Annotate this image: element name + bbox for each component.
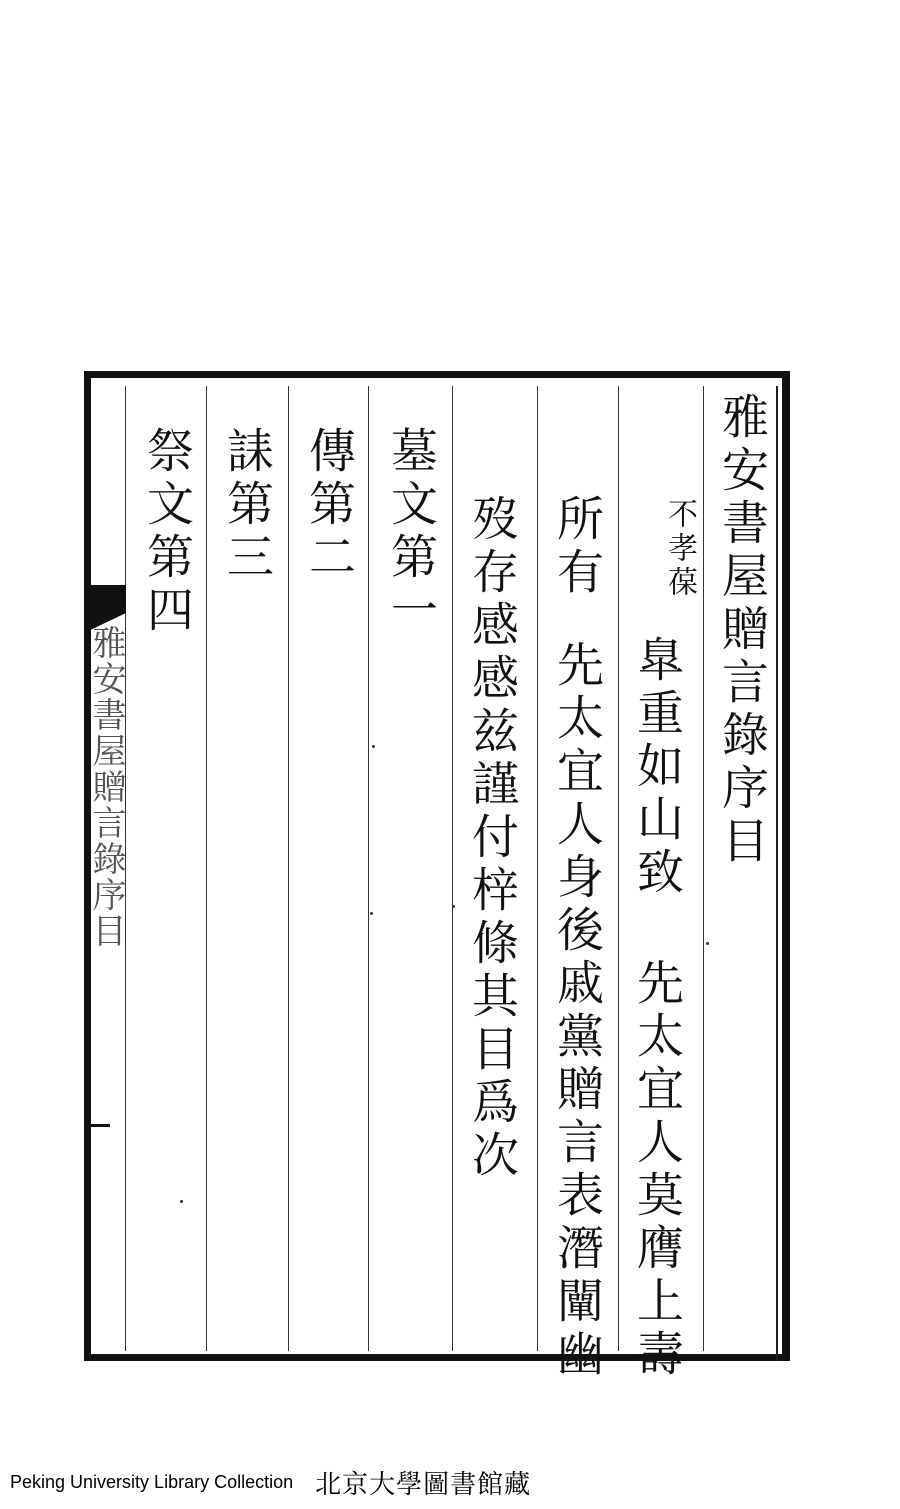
collection-footer: [10, 1462, 890, 1502]
scan-speck: [372, 745, 375, 748]
section-heading-4: 祭文第四: [139, 426, 194, 638]
column-rule: [537, 386, 538, 1351]
preface-line-1a: 臯重如山致: [629, 635, 684, 900]
preface-line-1b: 先太宜人莫膺上壽: [629, 958, 684, 1382]
scan-speck: [180, 1200, 183, 1203]
author-name-small: 不孝葆: [662, 498, 697, 600]
collection-label-en: Peking University Library Collection: [10, 1471, 294, 1492]
scan-speck: [370, 912, 373, 915]
preface-line-2a: 所有: [549, 494, 604, 600]
document-title: 雅安書屋贈言錄序目: [714, 392, 769, 869]
inner-border-right: [776, 386, 778, 1361]
column-rule: [206, 386, 207, 1351]
column-rule: [703, 386, 704, 1351]
section-heading-1: 墓文第一: [383, 426, 438, 638]
fold-fishtail: [84, 585, 126, 613]
fold-mark: [84, 1124, 110, 1127]
section-heading-2: 傳第二: [301, 426, 356, 585]
section-heading-3: 誄第三: [219, 426, 274, 585]
scan-speck: [706, 942, 709, 945]
column-rule: [452, 386, 453, 1351]
scan-speck: [452, 905, 455, 908]
collection-label-zh: 北京大學圖書館藏: [315, 1469, 532, 1500]
preface-line-2b: 先太宜人身後戚黨贈言表潛闡幽: [549, 640, 604, 1382]
preface-line-3: 歿存感感兹謹付梓條其目爲次: [464, 494, 519, 1183]
column-rule: [618, 386, 619, 1351]
column-rule: [288, 386, 289, 1351]
column-rule: [368, 386, 369, 1351]
fold-title: 雅安書屋贈言錄序目: [86, 625, 126, 949]
fold-strip: [84, 585, 126, 1145]
